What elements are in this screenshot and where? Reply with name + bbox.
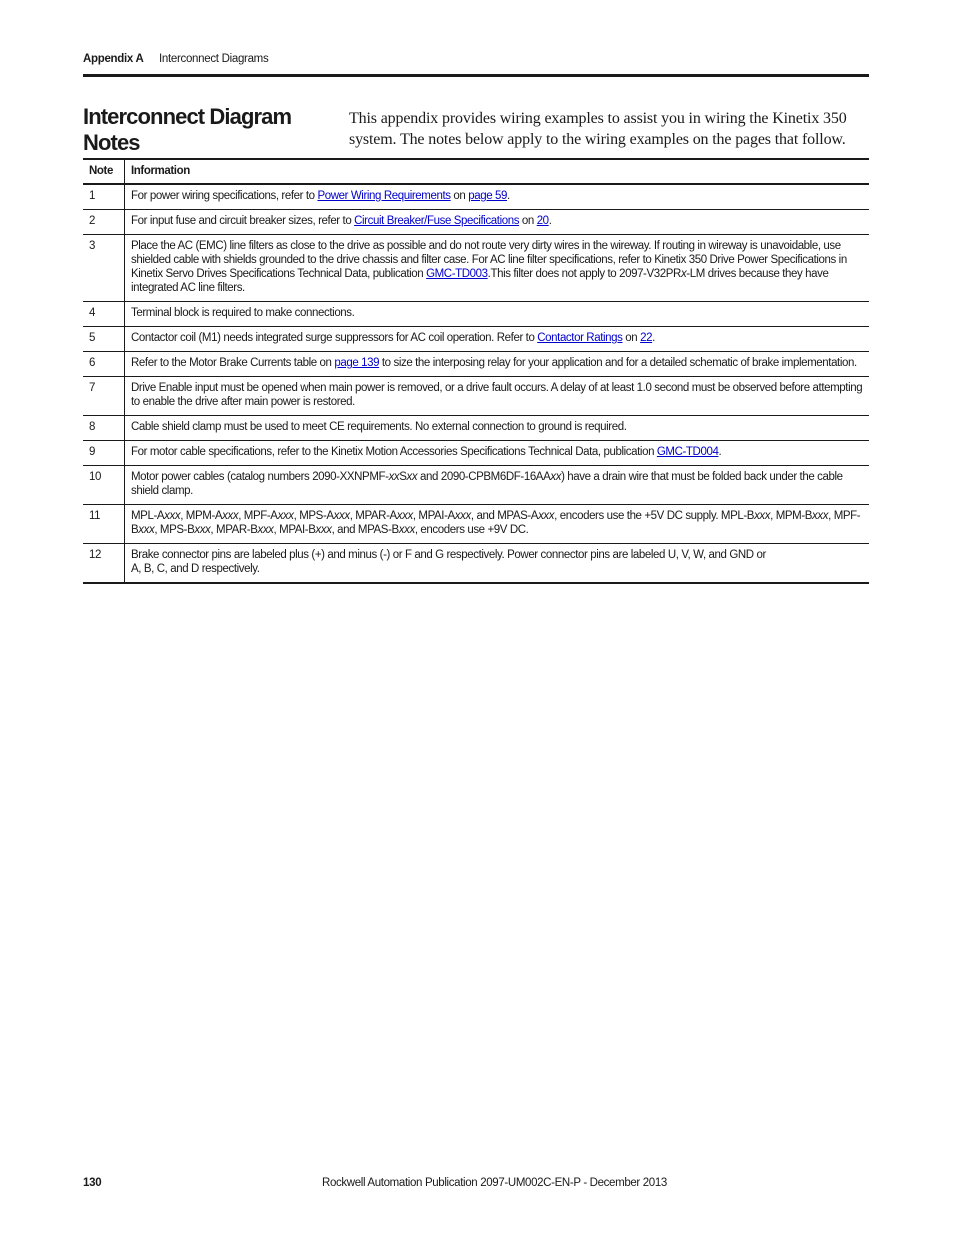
italic-text: xxx [398,524,415,536]
header-rule [83,74,869,77]
info-text: . [718,446,722,458]
info-text: , and MPAS-A [470,510,539,522]
note-number: 4 [83,302,125,327]
info-text: S [399,471,407,483]
info-text: Place the AC (EMC) line filters as close to the drive as possible and do not route very dirty wires in the wireway. If routing in wireway is unavoidable, use shielded cable with shields grounded to the drive chassis and filter case. For AC line filter specifications, refer to Kinetix 350 Drive Power Specifications in Kinetix Servo Drives Specifications Technical Data, publication [131,240,847,280]
table-row [83,235,869,302]
info-text: on [622,332,641,344]
running-header [83,53,869,73]
table-row [83,352,869,377]
info-text: and 2090-CPBM6DF-16AA [417,471,551,483]
table-row [83,466,869,505]
note-number: 2 [83,210,125,235]
note-information [125,505,870,544]
info-text: MPL-A [131,510,165,522]
note-information [125,327,870,352]
info-text: Terminal block is required to make connections. [131,307,355,319]
info-text: , encoders use +9V DC. [414,524,529,536]
note-number: 8 [83,416,125,441]
italic-text: xxx [754,510,771,522]
notes-table [83,158,869,584]
info-text: A, B, C, and D respectively. [131,563,260,575]
note-number: 3 [83,235,125,302]
cross-reference-link[interactable]: Contactor Ratings [537,332,623,344]
info-text: ) have a drain wire that must be folded back under the cable shield clamp. [131,471,843,497]
info-text: Cable shield clamp must be used to meet CE requirements. No external connection to ground is required. [131,421,627,433]
note-information [125,377,870,416]
info-text: , and MPAS-B [331,524,399,536]
note-number: 9 [83,441,125,466]
italic-text: xxx [257,524,274,536]
info-text: , MPAR-A [349,510,397,522]
info-text: to size the interposing relay for your application and for a detailed schematic of brake implementation. [379,357,857,369]
italic-text: xx [406,471,418,483]
table-row [83,416,869,441]
italic-text: x [680,268,687,280]
table-row [83,327,869,352]
info-text: -LM drives because they have integrated AC line filters. [131,268,829,294]
header-appendix-label: Appendix A [83,53,144,65]
note-information [125,235,870,302]
cross-reference-link[interactable]: 20 [536,215,549,227]
footer-page-number: 130 [83,1177,102,1189]
info-text: . [548,215,552,227]
note-information [125,184,870,210]
header-chapter-title: Interconnect Diagrams [159,53,269,65]
note-number: 11 [83,505,125,544]
italic-text: xxx [396,510,413,522]
table-row [83,184,869,210]
column-header-note: Note [83,159,125,184]
info-text: Contactor coil (M1) needs integrated surge suppressors for AC coil operation. Refer to [131,332,538,344]
note-information [125,302,870,327]
note-number: 6 [83,352,125,377]
note-number: 12 [83,544,125,584]
note-information [125,466,870,505]
note-number: 1 [83,184,125,210]
info-text: , MPAI-B [273,524,316,536]
note-information [125,544,870,584]
cross-reference-link[interactable]: page 139 [334,357,380,369]
table-row [83,544,869,584]
info-text: For input fuse and circuit breaker sizes, refer to [131,215,355,227]
notes-table-header-row [83,159,869,184]
info-text: , MPF-A [238,510,278,522]
table-row [83,377,869,416]
italic-text: xxx [538,510,555,522]
info-text: For motor cable specifications, refer to the Kinetix Motion Accessories Specifications Technical Data, publication [131,446,657,458]
info-text: . [652,332,655,344]
section-heading: Interconnect Diagram Notes [83,104,292,155]
italic-text: xxx [138,524,155,536]
info-text: , MPM-A [180,510,223,522]
info-text: Brake connector pins are labeled plus (+) and minus (-) or F and G respectively. Power connector pins are labeled U, V, W, and GND or [131,549,766,561]
cross-reference-link[interactable]: GMC-TD004 [656,446,719,458]
italic-text: xxx [812,510,829,522]
italic-text: xxx [315,524,332,536]
italic-text: xxx [333,510,350,522]
footer-publication: Rockwell Automation Publication 2097-UM002C-EN-P - December 2013 [322,1177,667,1189]
info-text: , encoders use the +5V DC supply. MPL-B [554,510,755,522]
cross-reference-link[interactable]: GMC-TD003 [426,268,488,280]
italic-text: xxx [194,524,211,536]
column-header-information: Information [131,165,190,177]
cross-reference-link[interactable]: Power Wiring Requirements [317,190,451,202]
notes-table-body [83,184,869,583]
info-text: . [507,190,510,202]
italic-text: xxx [222,510,239,522]
note-number: 5 [83,327,125,352]
table-row [83,505,869,544]
table-row [83,302,869,327]
info-text: Refer to the Motor Brake Currents table on [131,357,335,369]
italic-text: xxx [164,510,181,522]
cross-reference-link[interactable]: page 59 [468,190,507,202]
info-text: Motor power cables (catalog numbers 2090-XXNPMF- [131,471,389,483]
info-text: , MPF-B [131,510,861,536]
info-text: Drive Enable input must be opened when main power is removed, or a drive fault occurs. A delay of at least 1.0 second must be observed before attempting to enable the drive after main power is restored. [131,382,863,408]
note-number: 10 [83,466,125,505]
table-row [83,441,869,466]
note-information [125,210,870,235]
table-row [83,210,869,235]
cross-reference-link[interactable]: Circuit Breaker/Fuse Specifications [354,215,520,227]
info-text: , MPM-B [770,510,813,522]
info-text: on [450,190,469,202]
intro-paragraph: This appendix provides wiring examples to assist you in wiring the Kinetix 350 system. The notes below apply to the wiring examples on the pages that follow. [349,110,847,148]
note-information [125,441,870,466]
italic-text: xx [388,471,400,483]
note-information [125,352,870,377]
info-text: .This filter does not apply to 2097-V32PR [487,268,681,280]
italic-text: xx [550,471,562,483]
info-text: , MPAI-A [412,510,455,522]
note-number: 7 [83,377,125,416]
italic-text: xxx [277,510,294,522]
info-text: , MPS-B [154,524,195,536]
italic-text: xxx [454,510,471,522]
cross-reference-link[interactable]: 22 [640,332,653,344]
info-text: , MPAR-B [210,524,258,536]
info-text: For power wiring specifications, refer to [131,190,318,202]
note-information [125,416,870,441]
info-text: on [519,215,537,227]
info-text: , MPS-A [293,510,334,522]
